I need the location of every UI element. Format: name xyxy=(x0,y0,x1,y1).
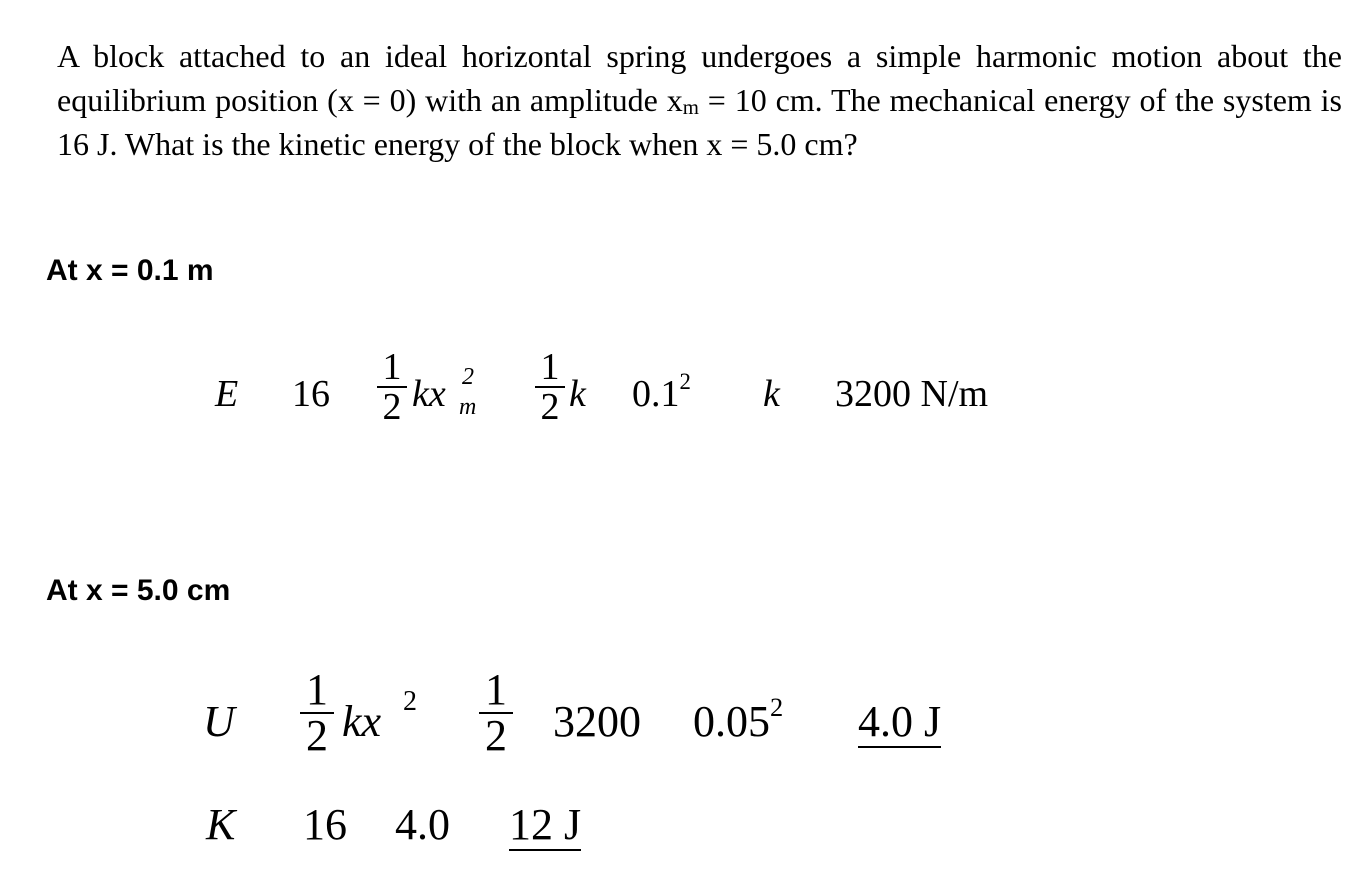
fraction-half-1 xyxy=(377,348,407,426)
amplitude-squared xyxy=(632,368,691,415)
exponent-two: 2 xyxy=(679,368,691,394)
fraction-denominator: 2 xyxy=(382,386,402,428)
fraction-half-2 xyxy=(535,348,565,426)
exponent-two: 2 xyxy=(770,692,784,723)
fraction-numerator: 1 xyxy=(382,346,402,388)
spring-constant-k-result: k xyxy=(763,373,780,415)
fraction-denominator: 2 xyxy=(540,386,560,428)
fraction-half-3 xyxy=(300,665,334,760)
kx-term: kx xyxy=(342,697,382,746)
problem-text-part1: A block attached to an ideal horizontal spring undergoes a simple harmonic motion about the equilibrium position (x = 0) with an amplitude x xyxy=(57,38,1342,118)
amplitude-subscript: m xyxy=(682,96,699,120)
potential-energy-symbol: U xyxy=(203,697,235,746)
section1-heading: At x = 0.1 m xyxy=(46,254,214,287)
fraction-numerator: 1 xyxy=(306,665,328,714)
spring-constant-value: 3200 xyxy=(553,697,641,746)
spring-constant-value: 3200 N/m xyxy=(835,373,989,415)
mechanical-energy-value: 16 xyxy=(303,800,347,849)
exponent-two: 2 xyxy=(462,364,474,390)
kinetic-energy-result: 12 J xyxy=(509,800,582,849)
section2-heading: At x = 5.0 cm xyxy=(46,574,231,607)
fraction-numerator: 1 xyxy=(540,346,560,388)
kx-term: kx xyxy=(412,373,446,415)
potential-energy-result: 4.0 J xyxy=(858,697,942,746)
energy-symbol: E xyxy=(215,373,239,415)
fraction-numerator: 1 xyxy=(485,665,507,714)
fraction-denominator: 2 xyxy=(306,711,328,760)
displacement-base: 0.05 xyxy=(693,697,770,746)
problem-statement xyxy=(57,34,1342,166)
problem-text-part2: = 10 cm. The mechanical energy of the system is 16 J. What is the kinetic energy of the block when x = 5.0 cm? xyxy=(57,82,1343,162)
displacement-squared xyxy=(693,692,784,746)
exponent-two: 2 xyxy=(403,686,417,717)
fraction-denominator: 2 xyxy=(485,711,507,760)
spring-constant-k: k xyxy=(569,373,586,415)
amplitude-sub-m: m xyxy=(459,394,477,420)
potential-energy-value: 4.0 xyxy=(395,800,450,849)
amplitude-base: 0.1 xyxy=(632,373,680,415)
fraction-half-4 xyxy=(479,665,513,760)
kinetic-energy-symbol: K xyxy=(206,800,236,849)
energy-value: 16 xyxy=(292,373,330,415)
